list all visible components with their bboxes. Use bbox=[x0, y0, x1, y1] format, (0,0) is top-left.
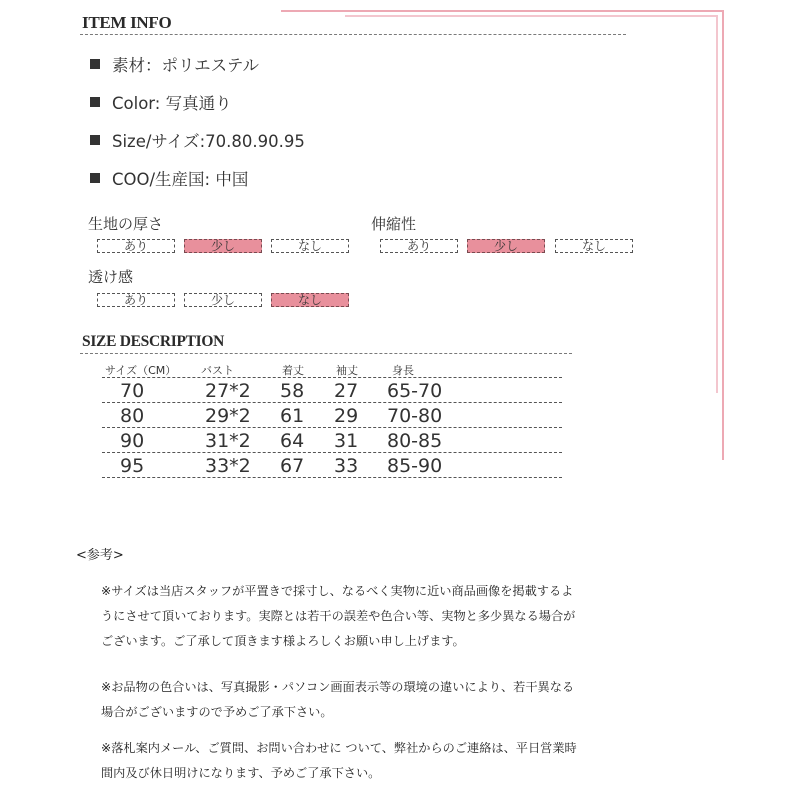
item-info-title: ITEM INFO bbox=[82, 13, 172, 32]
note-paragraph-contact bbox=[101, 736, 577, 786]
thickness-option-ari: あり bbox=[97, 239, 175, 253]
table-cell: 85-90 bbox=[387, 455, 443, 477]
table-row-divider bbox=[102, 452, 562, 453]
info-item-text: COO/生産国: 中国 bbox=[112, 170, 249, 189]
table-cell: 67 bbox=[280, 455, 305, 477]
table-cell: 70-80 bbox=[387, 405, 443, 427]
frame-line-right-outer bbox=[722, 10, 724, 460]
info-item-material bbox=[90, 52, 259, 76]
size-description-title: SIZE DESCRIPTION bbox=[82, 333, 225, 350]
frame-line-right-inner bbox=[716, 15, 718, 393]
table-cell: 31 bbox=[334, 430, 359, 452]
stretch-option-nashi: なし bbox=[555, 239, 633, 253]
info-item-color bbox=[90, 90, 232, 114]
table-header-size: サイズ（CM） bbox=[105, 364, 177, 377]
table-cell: 65-70 bbox=[387, 380, 443, 402]
table-header-sleeve: 袖丈 bbox=[336, 364, 358, 377]
table-cell: 27 bbox=[334, 380, 359, 402]
table-row-divider bbox=[102, 477, 562, 478]
frame-line-top-inner bbox=[345, 15, 718, 17]
note-line: ※サイズは当店スタッフが平置きで採寸し、なるべく実物に近い商品画像を掲載するよ bbox=[101, 584, 574, 598]
info-item-size bbox=[90, 128, 305, 152]
info-item-text: Size/サイズ:70.80.90.95 bbox=[112, 132, 305, 151]
table-cell: 27*2 bbox=[205, 380, 251, 402]
thickness-option-nashi: なし bbox=[271, 239, 349, 253]
size-description-divider bbox=[80, 353, 572, 354]
note-line: 場合がございますので予めご了承下さい。 bbox=[101, 705, 333, 719]
table-header-height: 身長 bbox=[392, 364, 414, 377]
table-cell: 90 bbox=[120, 430, 145, 452]
table-cell: 58 bbox=[280, 380, 305, 402]
table-header-bust: バスト bbox=[201, 364, 234, 377]
note-line: ※落札案内メール、ご質問、お問い合わせに ついて、弊社からのご連絡は、平日営業時 bbox=[101, 741, 577, 755]
note-line: うにさせて頂いております。実際とは若干の誤差や色合い等、実物と多少異なる場合が bbox=[101, 609, 576, 623]
notes-heading: <参考> bbox=[76, 548, 124, 563]
table-cell: 61 bbox=[280, 405, 305, 427]
note-line: ございます。ご了承して頂きます様よろしくお願い申し上げます。 bbox=[101, 634, 465, 648]
info-item-text: 素材：ポリエステル bbox=[112, 56, 260, 75]
frame-line-top-outer bbox=[281, 10, 724, 12]
note-line: 間内及び休日明けになります、予めご了承下さい。 bbox=[101, 766, 381, 780]
transparency-option-nashi-selected: なし bbox=[271, 293, 349, 307]
note-paragraph-color bbox=[101, 675, 574, 725]
square-bullet-icon bbox=[90, 173, 100, 183]
item-info-divider bbox=[80, 34, 626, 35]
table-cell: 33 bbox=[334, 455, 359, 477]
table-cell: 33*2 bbox=[205, 455, 251, 477]
table-cell: 64 bbox=[280, 430, 305, 452]
table-row-divider bbox=[102, 427, 562, 428]
info-item-coo bbox=[90, 166, 248, 190]
stretch-option-ari: あり bbox=[380, 239, 458, 253]
note-paragraph-size bbox=[101, 579, 575, 654]
table-cell: 29*2 bbox=[205, 405, 251, 427]
table-row-divider bbox=[102, 377, 562, 378]
property-label-transparency: 透け感 bbox=[88, 268, 134, 286]
table-cell: 29 bbox=[334, 405, 359, 427]
square-bullet-icon bbox=[90, 59, 100, 69]
thickness-option-sukoshi-selected: 少し bbox=[184, 239, 262, 253]
table-cell: 80-85 bbox=[387, 430, 443, 452]
note-line: ※お品物の色合いは、写真撮影・パソコン画面表示等の環境の違いにより、若干異なる bbox=[101, 680, 575, 694]
table-header-length: 着丈 bbox=[282, 364, 304, 377]
table-cell: 95 bbox=[120, 455, 145, 477]
property-label-stretch: 伸縮性 bbox=[371, 215, 417, 233]
info-item-text: Color: 写真通り bbox=[112, 94, 232, 113]
table-cell: 80 bbox=[120, 405, 145, 427]
table-cell: 70 bbox=[120, 380, 145, 402]
property-label-thickness: 生地の厚さ bbox=[88, 215, 164, 233]
square-bullet-icon bbox=[90, 97, 100, 107]
square-bullet-icon bbox=[90, 135, 100, 145]
table-cell: 31*2 bbox=[205, 430, 251, 452]
transparency-option-ari: あり bbox=[97, 293, 175, 307]
stretch-option-sukoshi-selected: 少し bbox=[467, 239, 545, 253]
table-row-divider bbox=[102, 402, 562, 403]
transparency-option-sukoshi: 少し bbox=[184, 293, 262, 307]
